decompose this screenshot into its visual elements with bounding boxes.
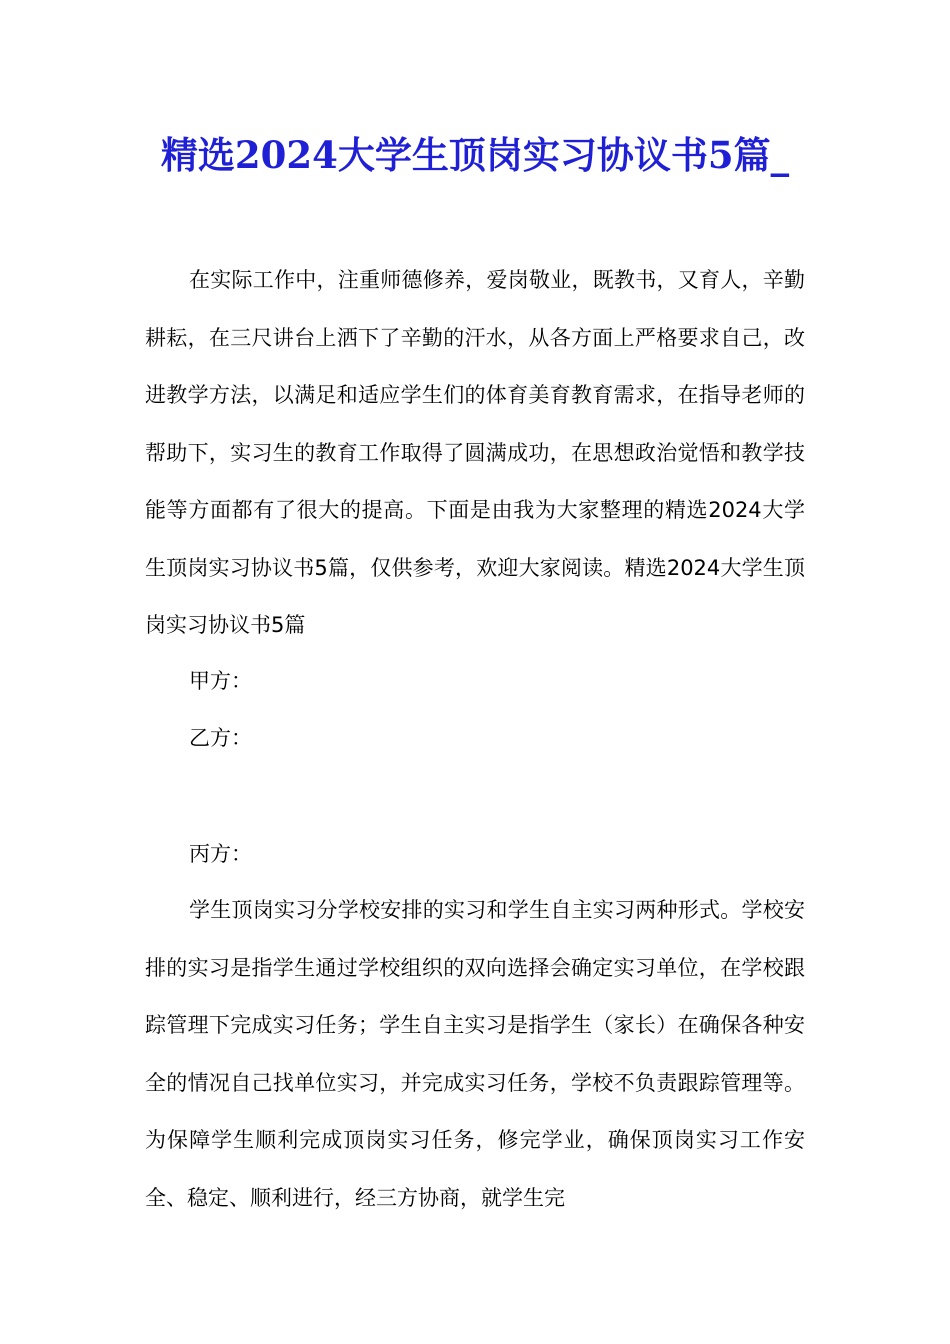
- document-title: 精选2024大学生顶岗实习协议书5篇_: [160, 133, 790, 177]
- intro-paragraph: 在实际工作中，注重师德修养，爱岗敬业，既教书，又育人，辛勤耕耘，在三尺讲台上洒下了辛勤的汗水，从各方面上严格要求自己，改进教学方法，以满足和适应学生们的体育美育教育需求，在指导老师的帮助下，实习生的教育工作取得了圆满成功，在思想政治觉悟和教学技能等方面都有了很大的提高。下面是由我为大家整理的精选2024大学生顶岗实习协议书5篇，仅供参考，欢迎大家阅读。精选2024大学生顶岗实习协议书5篇: [145, 268, 805, 637]
- party-c-label: 丙方：: [189, 842, 252, 866]
- party-b-label: 乙方：: [189, 726, 252, 750]
- party-a-label: 甲方：: [189, 669, 252, 693]
- body-paragraph: 学生顶岗实习分学校安排的实习和学生自主实习两种形式。学校安排的实习是指学生通过学校组织的双向选择会确定实习单位，在学校跟踪管理下完成实习任务；学生自主实习是指学生（家长）在确保各种安全的情况自己找单位实习，并完成实习任务，学校不负责跟踪管理等。 为保障学生顺利完成顶岗实习任务，修完学业，确保顶岗实习工作安全、稳定、顺利进行，经三方协商，就学生完: [145, 898, 805, 1210]
